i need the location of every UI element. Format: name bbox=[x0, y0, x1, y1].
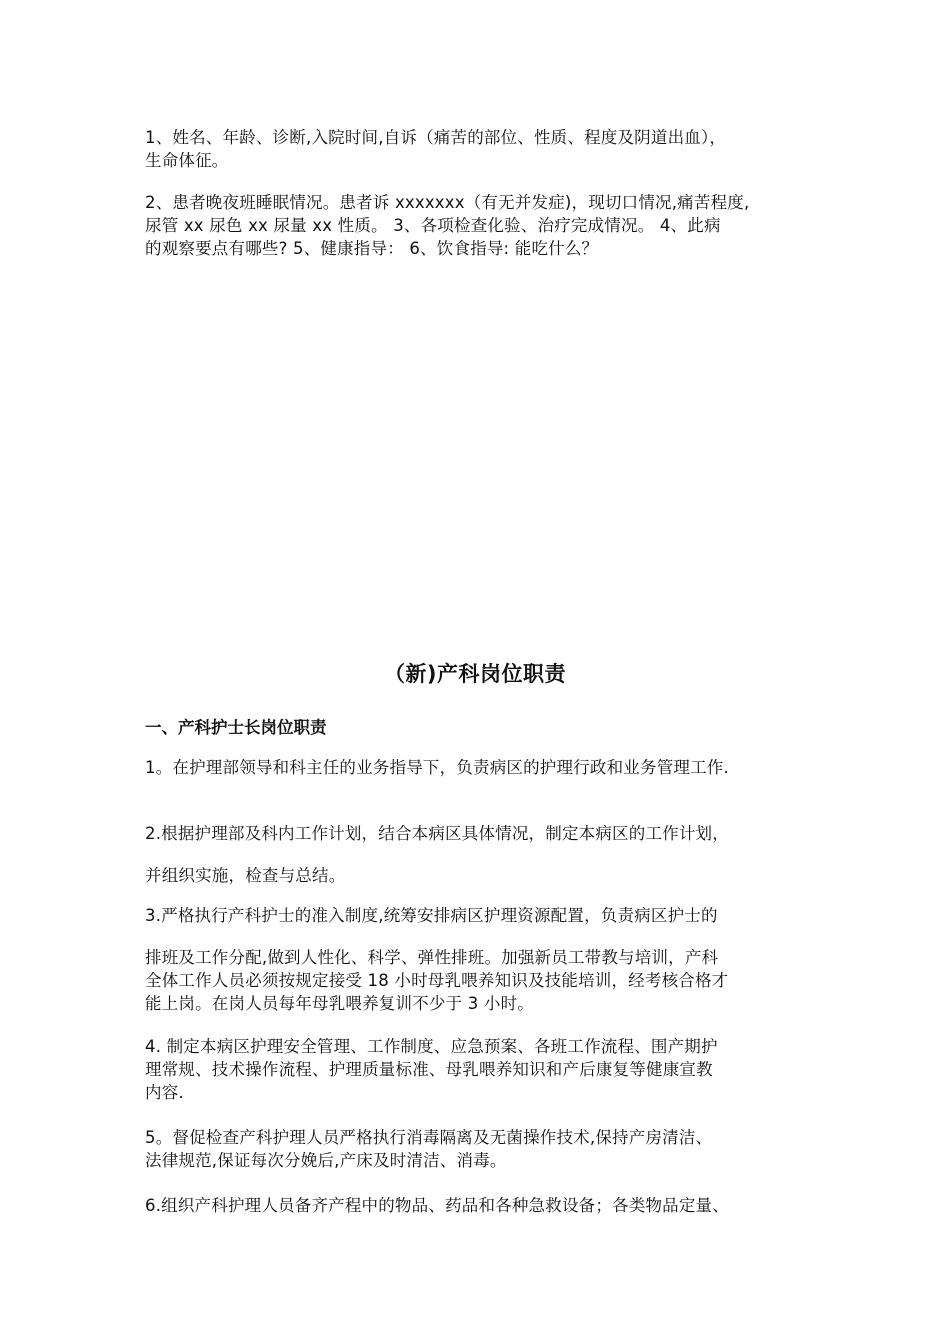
text-line: 理常规、技术操作流程、护理质量标准、母乳喂养知识和产后康复等健康宣教 bbox=[145, 1060, 713, 1079]
text-line: 排班及工作分配,做到人性化、科学、弹性排班。加强新员工带教与培训，产科 bbox=[145, 948, 719, 967]
text-line: 的观察要点有哪些? 5、健康指导： 6、饮食指导: 能吃什么？ bbox=[145, 239, 599, 258]
text-line: 尿管 xx 尿色 xx 尿量 xx 性质。 3、各项检查化验、治疗完成情况。 4、此病 bbox=[145, 216, 721, 235]
paragraph-intro-1 bbox=[145, 126, 825, 172]
duty-item-1 bbox=[145, 756, 825, 779]
duty-item-5 bbox=[145, 1126, 825, 1172]
duty-item-3-cont bbox=[145, 946, 825, 1015]
text-line: 4. 制定本病区护理安全管理、工作制度、应急预案、各班工作流程、围产期护 bbox=[145, 1037, 718, 1056]
text-line: 1。在护理部领导和科主任的业务指导下，负责病区的护理行政和业务管理工作. bbox=[145, 758, 729, 777]
text-line: 2、患者晚夜班睡眠情况。患者诉 xxxxxxx（有无并发症)，现切口情况,痛苦程度, bbox=[145, 193, 750, 212]
text-line: 2.根据护理部及科内工作计划，结合本病区具体情况，制定本病区的工作计划， bbox=[145, 824, 729, 843]
text-line: 能上岗。在岗人员每年母乳喂养复训不少于 3 小时。 bbox=[145, 994, 534, 1013]
duty-item-4 bbox=[145, 1035, 825, 1104]
text-line: 全体工作人员必须按规定接受 18 小时母乳喂养知识及技能培训，经考核合格才 bbox=[145, 971, 729, 990]
section-heading: 一、产科护士长岗位职责 bbox=[145, 718, 327, 737]
text-line: 3.严格执行产科护士的准入制度,统筹安排病区护理资源配置，负责病区护士的 bbox=[145, 906, 718, 925]
text-line: 5。督促检查产科护理人员严格执行消毒隔离及无菌操作技术,保持产房清洁、 bbox=[145, 1128, 713, 1147]
document-title: （新)产科岗位职责 bbox=[383, 662, 567, 686]
text-line: 并组织实施，检查与总结。 bbox=[145, 866, 346, 885]
text-line: 1、姓名、年龄、诊断,入院时间,自诉（痛苦的部位、性质、程度及阴道出血）， bbox=[145, 128, 727, 147]
text-line: 6.组织产科护理人员备齐产程中的物品、药品和各种急救设备；各类物品定量、 bbox=[145, 1196, 729, 1215]
duty-item-6 bbox=[145, 1194, 825, 1217]
duty-item-2-cont bbox=[145, 864, 825, 887]
text-line: 法律规范,保证每次分娩后,产床及时清洁、消毒。 bbox=[145, 1151, 507, 1170]
duty-item-2 bbox=[145, 822, 825, 845]
paragraph-intro-2 bbox=[145, 191, 825, 260]
text-line: 生命体征。 bbox=[145, 151, 229, 170]
duty-item-3 bbox=[145, 904, 825, 927]
text-line: 内容. bbox=[145, 1083, 184, 1102]
